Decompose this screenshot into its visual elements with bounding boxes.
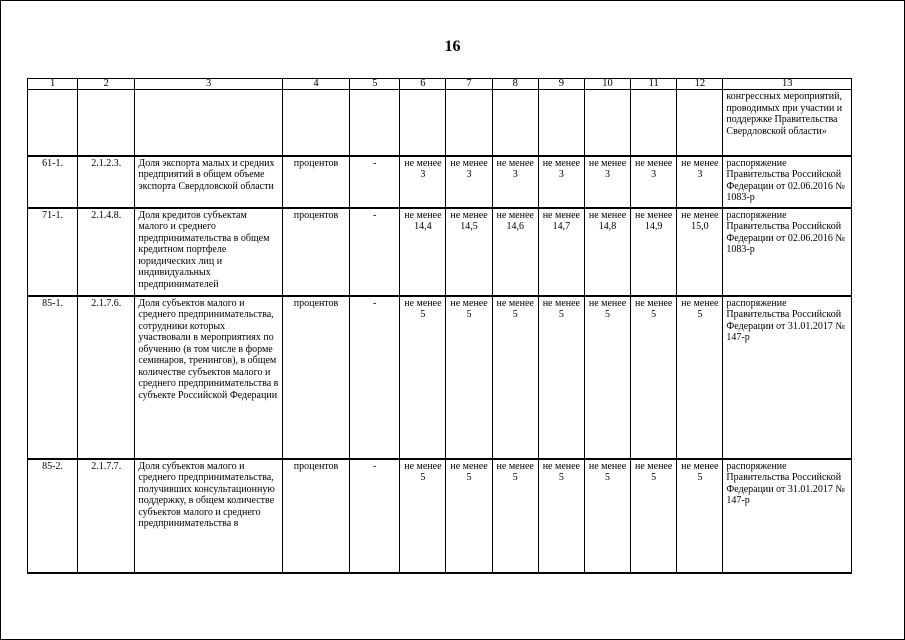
- target-value: не менее 14,7: [538, 208, 584, 296]
- source-document: распоряжение Правительства Российской Федерации от 31.01.2017 № 147-р: [723, 459, 852, 573]
- header-cell: 5: [350, 79, 400, 90]
- base-value: -: [350, 459, 400, 573]
- row-number: 61-1.: [28, 156, 78, 208]
- base-value: -: [350, 208, 400, 296]
- empty-cell: [28, 90, 78, 156]
- target-value: не менее 3: [631, 156, 677, 208]
- table-row: [28, 208, 852, 296]
- source-document: распоряжение Правительства Российской Федерации от 02.06.2016 № 1083-р: [723, 156, 852, 208]
- target-value: не менее 3: [446, 156, 492, 208]
- target-value: не менее 5: [677, 296, 723, 459]
- header-cell: 12: [677, 79, 723, 90]
- target-value: не менее 3: [492, 156, 538, 208]
- target-value: не менее 5: [400, 296, 446, 459]
- target-value: не менее 14,6: [492, 208, 538, 296]
- unit-cell: процентов: [282, 208, 349, 296]
- unit-cell: процентов: [282, 296, 349, 459]
- empty-cell: [78, 90, 135, 156]
- target-value: не менее 5: [631, 296, 677, 459]
- header-cell: 7: [446, 79, 492, 90]
- target-value: не менее 5: [584, 459, 630, 573]
- header-cell: 9: [538, 79, 584, 90]
- header-cell: 13: [723, 79, 852, 90]
- row-number: 85-1.: [28, 296, 78, 459]
- unit-cell: процентов: [282, 156, 349, 208]
- empty-cell: [631, 90, 677, 156]
- target-value: не менее 3: [584, 156, 630, 208]
- row-code: 2.1.7.6.: [78, 296, 135, 459]
- empty-cell: [446, 90, 492, 156]
- target-value: не менее 3: [677, 156, 723, 208]
- header-cell: 3: [135, 79, 283, 90]
- header-cell: 10: [584, 79, 630, 90]
- target-value: не менее 3: [400, 156, 446, 208]
- empty-cell: [677, 90, 723, 156]
- target-value: не менее 5: [446, 296, 492, 459]
- indicators-table: [27, 78, 852, 574]
- row-code: 2.1.4.8.: [78, 208, 135, 296]
- empty-cell: [538, 90, 584, 156]
- indicator-name: Доля кредитов субъектам малого и среднего предпринимательства в общем кредитном портфеле юридических лиц и индивидуальных предпринимателей: [135, 208, 283, 296]
- source-document: распоряжение Правительства Российской Федерации от 02.06.2016 № 1083-р: [723, 208, 852, 296]
- target-value: не менее 3: [538, 156, 584, 208]
- header-cell: 4: [282, 79, 349, 90]
- row-number: 71-1.: [28, 208, 78, 296]
- target-value: не менее 5: [677, 459, 723, 573]
- indicator-name: Доля субъектов малого и среднего предпринимательства, получивших консультационную поддержку, в общем количестве субъектов малого и среднего предпринимательства в: [135, 459, 283, 573]
- target-value: не менее 14,8: [584, 208, 630, 296]
- empty-cell: [350, 90, 400, 156]
- empty-cell: [282, 90, 349, 156]
- table-row: [28, 156, 852, 208]
- empty-cell: [135, 90, 283, 156]
- target-value: не менее 5: [631, 459, 677, 573]
- row-code: 2.1.2.3.: [78, 156, 135, 208]
- table-row: [28, 296, 852, 459]
- page-number: 16: [444, 38, 461, 55]
- target-value: не менее 5: [538, 459, 584, 573]
- target-value: не менее 5: [400, 459, 446, 573]
- source-continuation: конгрессных мероприятий, проводимых при участии и поддержке Правительства Свердловской области»: [723, 90, 852, 156]
- header-cell: 11: [631, 79, 677, 90]
- target-value: не менее 14,4: [400, 208, 446, 296]
- target-value: не менее 15,0: [677, 208, 723, 296]
- target-value: не менее 5: [446, 459, 492, 573]
- row-number: 85-2.: [28, 459, 78, 573]
- empty-cell: [400, 90, 446, 156]
- base-value: -: [350, 156, 400, 208]
- target-value: не менее 14,9: [631, 208, 677, 296]
- header-cell: 1: [28, 79, 78, 90]
- indicator-name: Доля субъектов малого и среднего предпринимательства, сотрудники которых участвовали в мероприятиях по обучению (в том числе в форме семинаров, тренингов), в общем количестве субъектов малого и среднего предпринимательства в субъекте Российской Федерации: [135, 296, 283, 459]
- target-value: не менее 5: [492, 459, 538, 573]
- unit-cell: процентов: [282, 459, 349, 573]
- empty-cell: [492, 90, 538, 156]
- target-value: не менее 14,5: [446, 208, 492, 296]
- header-cell: 6: [400, 79, 446, 90]
- continuation-row: [28, 90, 852, 156]
- source-document: распоряжение Правительства Российской Федерации от 31.01.2017 № 147-р: [723, 296, 852, 459]
- row-code: 2.1.7.7.: [78, 459, 135, 573]
- empty-cell: [584, 90, 630, 156]
- target-value: не менее 5: [538, 296, 584, 459]
- base-value: -: [350, 296, 400, 459]
- indicator-name: Доля экспорта малых и средних предприятий в общем объеме экспорта Свердловской области: [135, 156, 283, 208]
- header-cell: 8: [492, 79, 538, 90]
- table-row: [28, 459, 852, 573]
- header-cell: 2: [78, 79, 135, 90]
- target-value: не менее 5: [492, 296, 538, 459]
- target-value: не менее 5: [584, 296, 630, 459]
- header-row: [28, 79, 852, 90]
